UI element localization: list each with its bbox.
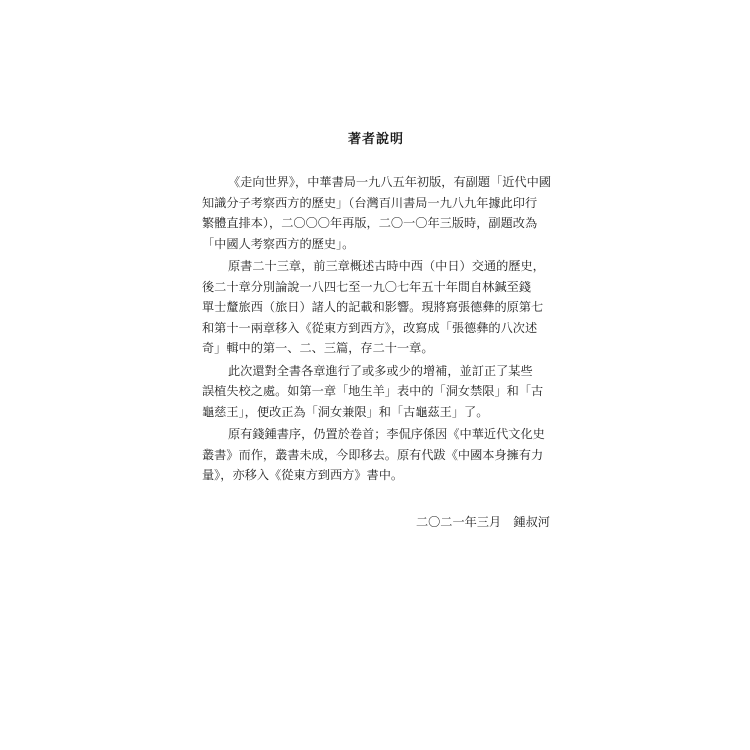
paragraph-4 bbox=[202, 424, 550, 486]
paragraph-line: 龜慈王」，便改正為「洞女兼限」和「古龜茲王」了。 bbox=[202, 404, 489, 419]
author-signature: 二〇二一年三月 鍾叔河 bbox=[415, 515, 550, 529]
paragraph-line: 原有錢鍾書序，仍置於卷首；李侃序係因《中華近代文化史 bbox=[228, 427, 545, 441]
paragraph-line: 後二十章分別論說一八四七至一九〇七年五十年間自林鍼至錢 bbox=[202, 279, 532, 294]
paragraph-3 bbox=[202, 361, 550, 423]
paragraph-line: 量》，亦移入《從東方到西方》書中。 bbox=[202, 468, 404, 482]
preface-page bbox=[202, 130, 550, 488]
paragraph-2 bbox=[202, 256, 550, 359]
paragraph-line: 叢書》而作，叢書未成，今即移去。原有代跋《中國本身擁有力 bbox=[202, 447, 544, 462]
paragraph-line: 奇」輯中的第一、二、三篇，存二十一章。 bbox=[202, 341, 434, 355]
paragraph-line: 單士釐旅西（旅日）諸人的記載和影響。現將寫張德彝的原第七 bbox=[202, 300, 544, 314]
page-title: 著者說明 bbox=[347, 132, 404, 147]
paragraph-line: 繁體直排本），二〇〇〇年再版，二〇一〇年三版時，副題改為 bbox=[202, 216, 538, 230]
paragraph-line: 原書二十三章，前三章概述古時中西（中日）交通的歷史， bbox=[228, 259, 545, 273]
paragraph-1 bbox=[202, 172, 550, 254]
paragraph-line: 和第十一兩章移入《從東方到西方》，改寫成「張德彝的八次述 bbox=[202, 320, 538, 335]
paragraph-line: 「中國人考察西方的歷史」。 bbox=[202, 236, 355, 251]
paragraph-line: 《走向世界》，中華書局一九八五年初版，有副題「近代中國 bbox=[228, 175, 551, 189]
paragraph-line: 知識分子考察西方的歷史」（台灣百川書局一九八九年據此印行 bbox=[202, 195, 538, 210]
paragraph-line: 誤植失校之處。如第一章「地生羊」表中的「洞女禁限」和「古 bbox=[202, 384, 544, 398]
paragraph-line: 此次還對全書各章進行了或多或少的增補，並訂正了某些 bbox=[228, 363, 533, 378]
